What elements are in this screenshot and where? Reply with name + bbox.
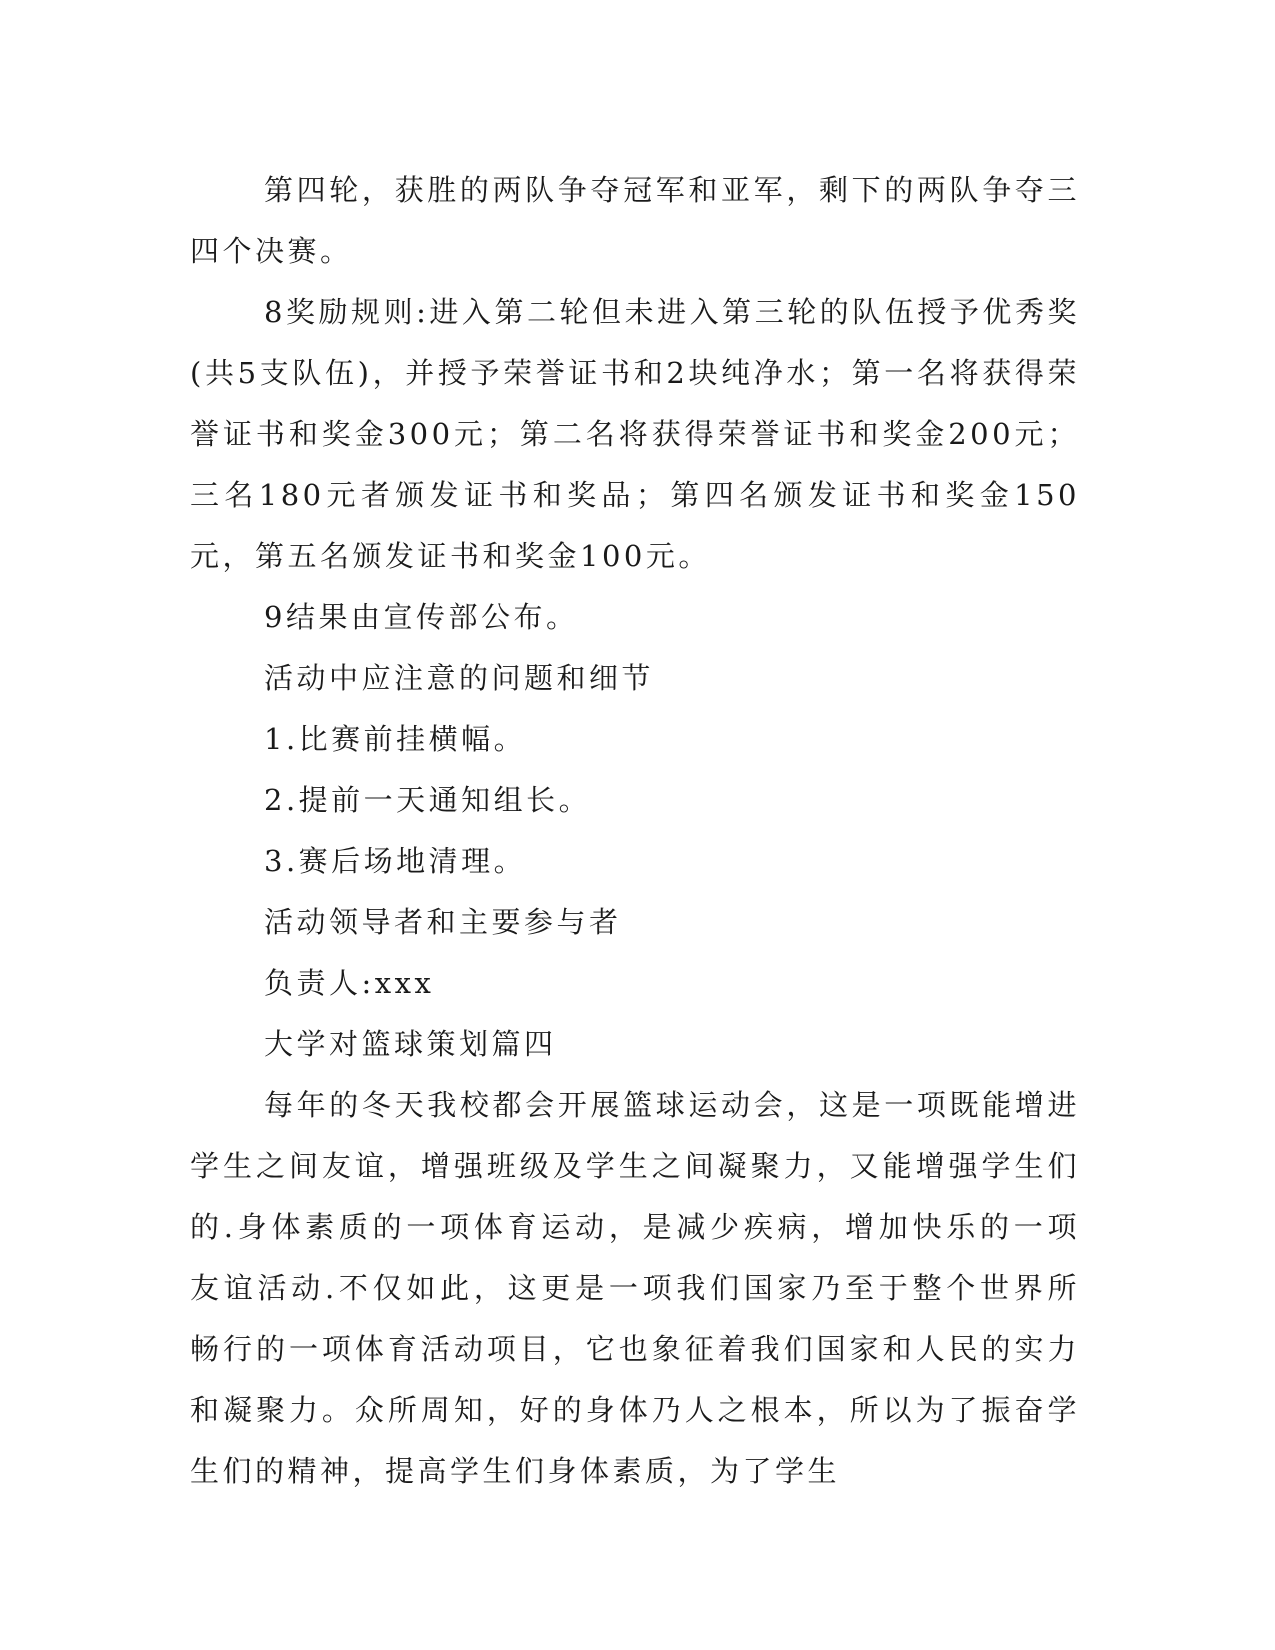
section-title: 大学对篮球策划篇四 <box>264 1027 557 1061</box>
list-item-cleanup: 3.赛后场地清理。 <box>264 844 527 878</box>
paragraph-intro: 每年的冬天我校都会开展篮球运动会，这是一项既能增进学生之间友谊，增强班级及学生之间凝聚力，又能增强学生们的.身体素质的一项体育运动，是减少疾病，增加快乐的一项友谊活动.不仅如此，这更是一项我们国家乃至于整个世界所畅行的一项体育活动项目，它也象征着我们国家和人民的实力和凝聚力。众所周知，好的身体乃人之根本，所以为了振奋学生们的精神，提高学生们身体素质，为了学生 <box>190 1088 1080 1488</box>
heading-leaders-and-participants: 活动领导者和主要参与者 <box>264 905 622 939</box>
paragraph-results-announcement: 9结果由宣传部公布。 <box>264 600 579 634</box>
list-item-notify-leaders: 2.提前一天通知组长。 <box>264 783 592 817</box>
document-body <box>190 160 1080 1502</box>
heading-issues-and-details: 活动中应注意的问题和细节 <box>264 661 655 695</box>
person-in-charge: 负责人:xxx <box>264 966 435 1000</box>
list-item-banner: 1.比赛前挂横幅。 <box>264 722 527 756</box>
paragraph-reward-rules: 8奖励规则:进入第二轮但未进入第三轮的队伍授予优秀奖(共5支队伍)，并授予荣誉证书和2块纯净水；第一名将获得荣誉证书和奖金300元；第二名将获得荣誉证书和奖金200元；三名180元者颁发证书和奖品；第四名颁发证书和奖金150元，第五名颁发证书和奖金100元。 <box>190 295 1080 573</box>
paragraph-fourth-round: 第四轮，获胜的两队争夺冠军和亚军，剩下的两队争夺三四个决赛。 <box>190 173 1080 268</box>
